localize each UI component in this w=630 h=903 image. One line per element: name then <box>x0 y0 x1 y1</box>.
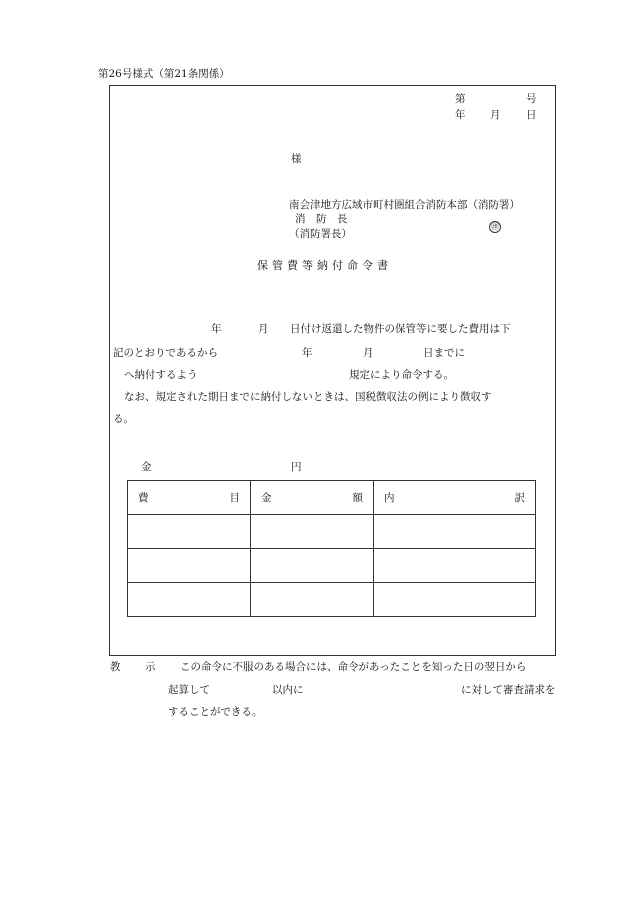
body-line4-text: なお、規定された期日までに納付しないときは、国税徴収法の例により徴収す <box>124 391 492 403</box>
header-himoku <box>128 481 251 515</box>
amount-en: 円 <box>291 461 302 473</box>
table-cell <box>128 515 251 549</box>
table-cell <box>251 583 374 617</box>
table-cell <box>128 549 251 583</box>
body-line3-end: 規定により命令する。 <box>349 369 454 381</box>
doc-date-tsuki: 月 <box>490 109 501 121</box>
header-kingaku-left: 金 <box>261 492 272 504</box>
body-line2-text: 記のとおりであるから <box>113 347 218 359</box>
issuer-seal <box>489 220 501 233</box>
instruction-line3: することができる。 <box>168 706 263 718</box>
seal-mark: ㊞ <box>491 222 499 231</box>
addressee-sama: 様 <box>291 153 302 165</box>
instruction-line1: この命令に不服のある場合には、命令があったことを知った日の翌日から <box>180 661 527 673</box>
header-kingaku-right: 額 <box>352 492 363 504</box>
table-cell <box>374 515 536 549</box>
doc-date-nen: 年 <box>455 109 466 121</box>
table-cell <box>128 583 251 617</box>
instruction-line2-c: に対して審査請求を <box>461 684 556 696</box>
issuer-organization: 南会津地方広域市町村圏組合消防本部（消防署） <box>289 199 520 211</box>
header-himoku-left: 費 <box>138 492 149 504</box>
table-cell <box>374 549 536 583</box>
instruction-line2-b: 以内に <box>272 684 304 696</box>
body-line1-tsuki: 月 <box>258 323 269 335</box>
table-cell <box>251 549 374 583</box>
instruction-line2-a: 起算して <box>168 684 210 696</box>
table-row <box>128 583 536 617</box>
amount-kin: 金 <box>141 461 152 473</box>
instruction-label-ji: 示 <box>145 661 156 673</box>
issuer-title: 消 防 長 <box>295 213 348 225</box>
header-uchiwake <box>374 481 536 515</box>
cost-breakdown-table <box>127 480 536 617</box>
body-line1-text: 日付け返還した物件の保管等に要した費用は下 <box>290 323 511 335</box>
header-himoku-right: 目 <box>229 492 240 504</box>
table-row <box>128 515 536 549</box>
table-cell <box>251 515 374 549</box>
header-uchiwake-right: 訳 <box>514 492 525 504</box>
table-row <box>128 549 536 583</box>
doc-number-go: 号 <box>526 93 537 105</box>
body-line1-nen: 年 <box>211 323 222 335</box>
body-line3-text: へ納付するよう <box>124 369 198 381</box>
doc-number-dai: 第 <box>455 93 466 105</box>
body-line2-tsuki: 月 <box>363 347 374 359</box>
table-cell <box>374 583 536 617</box>
body-line5-text: る。 <box>113 413 134 425</box>
document-title: 保管費等納付命令書 <box>257 259 392 272</box>
body-line2-nen: 年 <box>302 347 313 359</box>
instruction-label-kyo: 教 <box>110 661 121 673</box>
header-uchiwake-left: 内 <box>384 492 395 504</box>
body-line2-end: 日までに <box>423 347 465 359</box>
table-header-row <box>128 481 536 515</box>
form-label: 第26号様式（第21条関係） <box>98 68 230 80</box>
issuer-subtitle: （消防署長） <box>289 228 352 240</box>
doc-date-hi: 日 <box>526 109 537 121</box>
header-kingaku <box>251 481 374 515</box>
